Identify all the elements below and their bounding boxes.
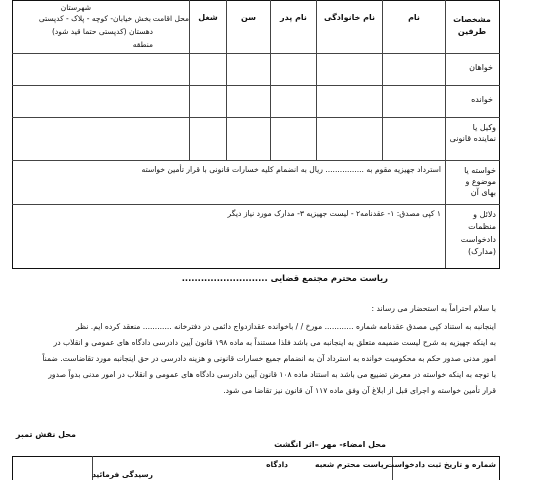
signature-area-label: محل امضاء- مهر –اثر انگشت [274, 440, 386, 449]
col-line-title [445, 0, 446, 268]
body-paragraph-line-2: به اینکه جهیزیه به شرح لیست ضمیمه متعلق به اینجانبه می باشد فلذا مستنداً به ماده ۱۹۸ قانون آیین دادرسی دادگاه های عمومی و انقلاب در [53, 338, 496, 347]
footer-top-line [12, 456, 500, 457]
registration-label: شماره و تاریخ ثبت دادخواست [386, 460, 496, 469]
footer-border-left [12, 456, 13, 480]
col-line-father [270, 0, 271, 160]
greeting-line: با سلام احتراماً به استحضار می رساند : [371, 304, 496, 313]
header-col-title: مشخصات طرفین [453, 15, 491, 36]
form-border-right [499, 0, 500, 268]
row-line-attorney [12, 160, 500, 161]
header-col-address-city: شهرستان [60, 3, 91, 12]
header-col-address-region: منطقه [132, 40, 153, 49]
row-label-plaintiff: خواهان [469, 63, 493, 72]
stamp-area-label: محل نقش تمبر [15, 430, 76, 439]
row-line-defendant [12, 117, 500, 118]
row-label-attorney: وکیل یا نماینده قانونی [449, 123, 496, 144]
refer-label: رسیدگی فرمائید [92, 470, 153, 479]
header-col-age: سن [240, 13, 257, 22]
table-top-line [12, 0, 500, 1]
claim-label: خواسته یا موضوع و بهای آن [464, 166, 496, 198]
header-col-job: شغل [198, 13, 218, 22]
claim-text: استرداد جهیزیه مقوم به ................ ریال به انضمام کلیه خسارات قانونی با قرار تأمین خواسته [141, 165, 441, 174]
body-paragraph-line-3: امور مدنی صدور حکم به محکومیت خوانده به استرداد آن به انضمام جمیع خسارات قانونی و هزینه دادرسی در حق اینجانبه مورد تقاضاست. ضمناً [42, 354, 496, 363]
header-col-family: نام خانوادگی [323, 13, 376, 22]
header-col-address-street: بخش خیابان- کوچه - پلاک - کدپستی [38, 14, 151, 23]
header-col-address-residence: محل اقامت [152, 14, 189, 23]
body-paragraph-line-5: قرار تأمین خواسته و اجرای قبل از ابلاغ آن وفق ماده ۱۱۷ آن قانون نیز تقاضا می شود. [223, 386, 496, 395]
header-col-address-village: دهستان (کدپستی حتما قید شود) [51, 27, 153, 36]
row-label-defendant: خوانده [471, 95, 493, 104]
evidence-text: ۱ کپی مصدق: ۱- عقدنامه۲ - لیست جهیزیه ۳- مدارک مورد نیاز دیگر [227, 209, 441, 218]
addressee-line: ریاست محترم مجتمع قضایی ........................... [181, 273, 388, 283]
col-line-family [316, 0, 317, 160]
evidence-label: دلائل و منظمات دادخواست (مدارک) [460, 210, 496, 257]
footer-border-right [499, 456, 500, 480]
row-line-header [12, 53, 500, 54]
col-line-name [382, 0, 383, 160]
table-bottom-line [12, 268, 500, 269]
branch-label: ریاست محترم شعبه [315, 460, 388, 469]
header-col-name: نام [408, 13, 420, 22]
form-border-left [12, 0, 13, 268]
row-line-claim [12, 204, 500, 205]
body-paragraph-line-1: اینجانبه به استناد کپی مصدق عقدنامه شماره ............ مورخ / / باخوانده عقدازدواج دائمی در دفترخانه ............ منعقد کرده ایم. نظر [75, 322, 496, 331]
header-col-father: نام پدر [280, 13, 307, 22]
col-line-age [226, 0, 227, 160]
col-line-job [189, 0, 190, 160]
body-paragraph-line-4: با توجه به اینکه خواسته در معرض تضییع می باشد به استناد ماده ۱۰۸ قانون آیین دادرسی دادگاه های عمومی و انقلاب در امور مدنی بدواً صدور [48, 370, 496, 379]
court-label: دادگاه [266, 460, 288, 469]
row-line-plaintiff [12, 85, 500, 86]
